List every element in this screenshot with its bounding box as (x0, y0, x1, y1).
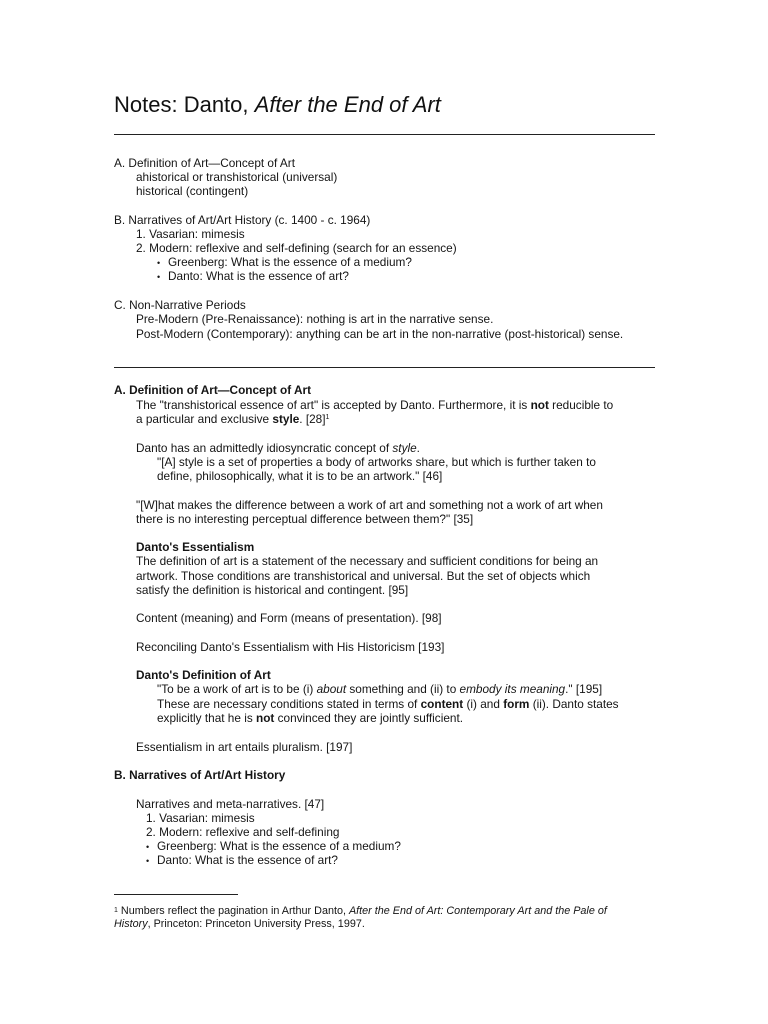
footnote-line: $^1$ Numbers reflect the pagination in Arthur Danto, After the End of Art: Contemporary Art and the Pale of (114, 905, 607, 917)
list-item: 2. Modern: reflexive and self-defining (146, 825, 340, 839)
section-b-heading: B. Narratives of Art/Art History (114, 768, 286, 782)
outline-c-heading: C. Non-Narrative Periods (114, 298, 246, 312)
divider-top (114, 134, 655, 135)
essentialism-heading: Danto's Essentialism (136, 540, 255, 554)
list-item: 1. Vasarian: mimesis (146, 811, 255, 825)
paragraph-line: a particular and exclusive style. $[28]^1$ (136, 412, 330, 426)
paragraph-line: explicitly that he is not convinced they are jointly sufficient. (157, 711, 463, 725)
list-item: • Greenberg: What is the essence of a medium? (146, 839, 401, 853)
quote-line: "[W]hat makes the difference between a work of art and something not a work of art when (136, 498, 603, 512)
outline-c-item: Pre-Modern (Pre-Renaissance): nothing is art in the narrative sense. (136, 312, 494, 326)
divider-middle (114, 367, 655, 368)
paragraph-line: artwork. Those conditions are transhistorical and universal. But the set of objects which (136, 569, 591, 583)
outline-a-item: historical (contingent) (136, 184, 249, 198)
outline-a-item: ahistorical or transhistorical (universal) (136, 170, 338, 184)
bullet-icon: • (146, 842, 150, 852)
footnote-line: History, Princeton: Princeton University Press, 1997. (114, 918, 365, 930)
outline-b-heading: B. Narratives of Art/Art History (c. 1400 - c. 1964) (114, 213, 371, 227)
paragraph-line: The definition of art is a statement of the necessary and sufficient conditions for being an (136, 554, 599, 568)
paragraph-line: Reconciling Danto's Essentialism with His Historicism [193] (136, 640, 445, 654)
paragraph-line: Essentialism in art entails pluralism. [197] (136, 740, 353, 754)
outline-a-heading: A. Definition of Art—Concept of Art (114, 156, 295, 170)
outline-b-bullet: • Danto: What is the essence of art? (157, 269, 349, 283)
outline-c-item: Post-Modern (Contemporary): anything can be art in the non-narrative (post-historical) sense. (136, 327, 624, 341)
bullet-icon: • (157, 258, 161, 268)
bullet-icon: • (157, 272, 161, 282)
quote-line: "To be a work of art is to be (i) about something and (ii) to embody its meaning." [195] (157, 682, 603, 696)
paragraph-line: Danto has an admittedly idiosyncratic concept of style. (136, 441, 420, 455)
section-a-heading: A. Definition of Art—Concept of Art (114, 383, 312, 397)
paragraph-line: The "transhistorical essence of art" is accepted by Danto. Furthermore, it is not reducible to (136, 398, 614, 412)
footnote-divider (114, 894, 238, 895)
quote-line: define, philosophically, what it is to be an artwork." [46] (157, 469, 443, 483)
quote-line: there is no interesting perceptual difference between them?" [35] (136, 512, 474, 526)
outline-b-item: 1. Vasarian: mimesis (136, 227, 245, 241)
bullet-icon: • (146, 856, 150, 866)
paragraph-line: These are necessary conditions stated in terms of content (i) and form (ii). Danto states (157, 697, 619, 711)
outline-b-item: 2. Modern: reflexive and self-defining (search for an essence) (136, 241, 457, 255)
quote-line: "[A] style is a set of properties a body of artworks share, but which is further taken to (157, 455, 596, 469)
page-title (114, 90, 441, 120)
footnote-ref[interactable]: 1 (325, 414, 330, 421)
title-prefix: Notes: Danto, (114, 92, 255, 117)
outline-b-bullet: • Greenberg: What is the essence of a medium? (157, 255, 412, 269)
title-book-name: After the End of Art (254, 92, 441, 117)
footnote-mark: 1 (114, 907, 118, 914)
paragraph-line: Content (meaning) and Form (means of presentation). [98] (136, 611, 442, 625)
paragraph-line: Narratives and meta-narratives. [47] (136, 797, 325, 811)
paragraph-line: satisfy the definition is historical and contingent. [95] (136, 583, 409, 597)
list-item: • Danto: What is the essence of art? (146, 853, 338, 867)
definition-heading: Danto's Definition of Art (136, 668, 271, 682)
